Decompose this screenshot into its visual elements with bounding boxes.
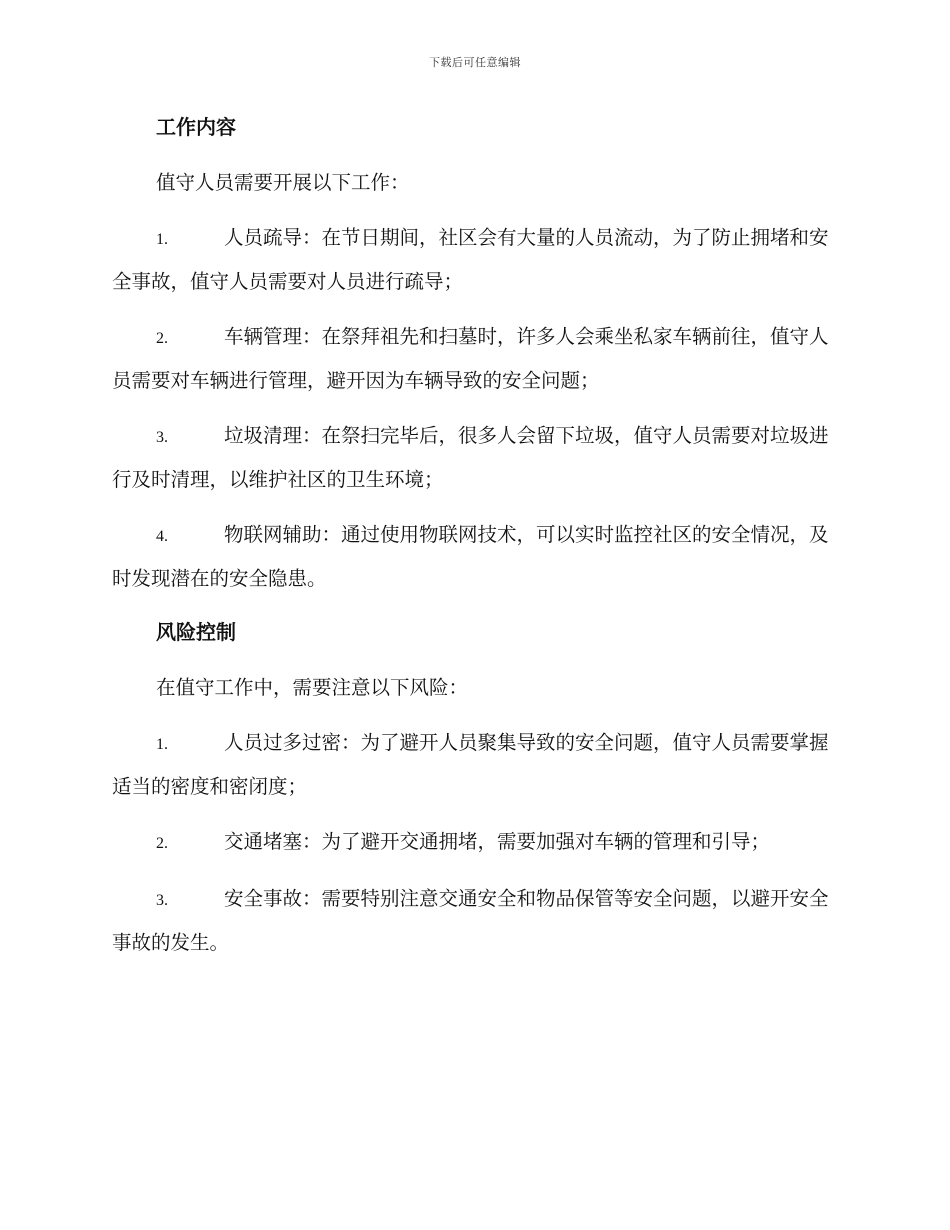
- list-item-text: 人员疏导：在节日期间，社区会有大量的人员流动，为了防止拥堵和安全事故，值守人员需要对人员进行疏导；: [112, 226, 829, 293]
- list-item: [112, 878, 836, 964]
- list-item-text: 车辆管理：在祭拜祖先和扫墓时，许多人会乘坐私家车辆前往，值守人员需要对车辆进行管理，避开因为车辆导致的安全问题；: [112, 325, 829, 392]
- list-item-number: 1.: [156, 736, 168, 753]
- list-item-number: 3.: [156, 429, 168, 446]
- list-item-number: 3.: [156, 892, 168, 909]
- document-body: [112, 108, 836, 977]
- section-heading-work: 工作内容: [156, 115, 236, 139]
- list-item: [112, 821, 836, 865]
- list-item-text: 安全事故：需要特别注意交通安全和物品保管等安全问题，以避开安全事故的发生。: [112, 887, 829, 954]
- section-heading-risk: 风险控制: [156, 620, 236, 644]
- section-intro-work: 值守人员需要开展以下工作：: [156, 171, 410, 194]
- list-item-number: 2.: [156, 835, 168, 852]
- list-item-number: 2.: [156, 330, 168, 347]
- section-intro-risk: 在值守工作中，需要注意以下风险：: [156, 676, 469, 699]
- page-header: 下载后可任意编辑: [429, 56, 521, 69]
- list-item: [112, 415, 836, 501]
- list-item: [112, 316, 836, 402]
- list-item: [112, 722, 836, 808]
- list-item: [112, 217, 836, 303]
- list-item-text: 物联网辅助：通过使用物联网技术，可以实时监控社区的安全情况，及时发现潜在的安全隐患。: [112, 523, 829, 590]
- list-item-text: 人员过多过密：为了避开人员聚集导致的安全问题，值守人员需要掌握适当的密度和密闭度；: [112, 731, 829, 798]
- list-item-number: 4.: [156, 528, 168, 545]
- list-item-number: 1.: [156, 231, 168, 248]
- list-item-text: 垃圾清理：在祭扫完毕后，很多人会留下垃圾，值守人员需要对垃圾进行及时清理，以维护社区的卫生环境；: [112, 424, 829, 491]
- list-item: [112, 514, 836, 600]
- list-item-text: 交通堵塞：为了避开交通拥堵，需要加强对车辆的管理和引导；: [224, 830, 771, 853]
